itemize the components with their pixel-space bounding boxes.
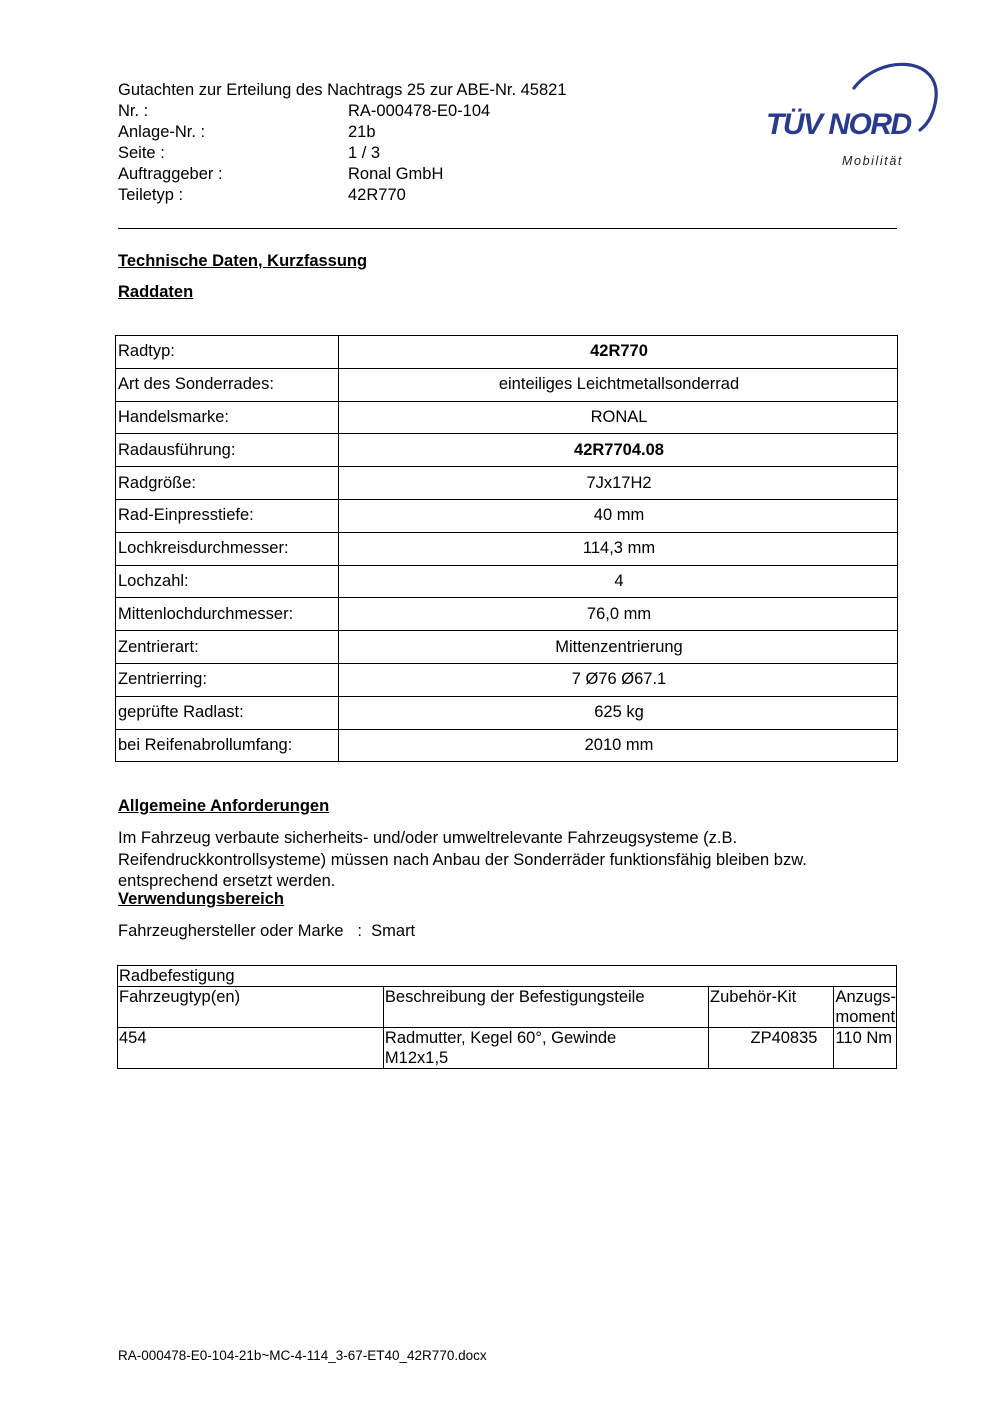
header-row-seite [118, 143, 638, 164]
desc-line: M12x1,5 [384, 1049, 449, 1067]
table-row [116, 434, 898, 467]
table-row [116, 532, 898, 565]
table-row [116, 565, 898, 598]
header-divider [118, 228, 897, 229]
row-label: Lochkreisdurchmesser: [116, 532, 339, 565]
manufacturer-line [118, 922, 415, 941]
header-label: Nr. : [118, 102, 149, 120]
header-value: 1 / 3 [348, 144, 381, 162]
section-heading-raddaten: Raddaten [118, 283, 194, 301]
allgemeine-paragraph: Im Fahrzeug verbaute sicherheits- und/oder umweltrelevante Fahrzeugsysteme (z.B. Reifendruckkontrollsysteme) müssen nach Anbau der Sonderräder funktionsfähig bleiben bzw. entsprechend ersetzt werden. [118, 829, 807, 890]
row-value: RONAL [339, 401, 898, 434]
raddaten-table [115, 335, 898, 762]
cell-beschreibung [383, 1028, 708, 1069]
desc-line: Radmutter, Kegel 60°, Gewinde [384, 1029, 617, 1047]
row-value: einteiliges Leichtmetallsonderrad [339, 368, 898, 401]
row-label: Radgröße: [116, 467, 339, 500]
row-value: 4 [339, 565, 898, 598]
cell-kit: ZP40835 [709, 1028, 834, 1069]
header-label: Auftraggeber : [118, 165, 223, 183]
row-value: 2010 mm [339, 729, 898, 762]
header-line: Anzugs- [835, 988, 896, 1006]
logo-subtitle: Mobilität [842, 154, 903, 168]
table-row [116, 336, 898, 369]
table-row [118, 1028, 897, 1069]
header-title: Gutachten zur Erteilung des Nachtrags 25 zur ABE-Nr. 45821 [118, 81, 567, 99]
section-heading-allgemeine: Allgemeine Anforderungen [118, 797, 330, 815]
tuv-nord-logo [762, 58, 942, 173]
cell-typ: 454 [118, 1028, 384, 1069]
header-label: Teiletyp : [118, 186, 184, 204]
header-row-teiletyp [118, 185, 638, 206]
header-value: RA-000478-E0-104 [348, 102, 491, 120]
header-row-nr [118, 101, 638, 122]
manufacturer-value: Smart [371, 922, 416, 940]
row-label: Zentrierring: [116, 663, 339, 696]
column-header: Fahrzeugtyp(en) [118, 987, 384, 1028]
logo-wordmark: TÜV NORD [766, 108, 911, 141]
section-heading-verwendung: Verwendungsbereich [118, 890, 284, 908]
row-value: Mittenzentrierung [339, 631, 898, 664]
header-row-anlage [118, 122, 638, 143]
table-row [116, 401, 898, 434]
footer-filename: RA-000478-E0-104-21b~MC-4-114_3-67-ET40_42R770.docx [118, 1348, 487, 1363]
column-header-moment [834, 987, 897, 1028]
header-label: Anlage-Nr. : [118, 123, 206, 141]
manufacturer-separator: : [357, 922, 362, 940]
row-value: 7 Ø76 Ø67.1 [339, 663, 898, 696]
row-label: Radtyp: [116, 336, 339, 369]
row-label: bei Reifenabrollumfang: [116, 729, 339, 762]
header-value: 21b [348, 123, 376, 141]
row-value: 114,3 mm [339, 532, 898, 565]
table-row [116, 467, 898, 500]
table-row [116, 368, 898, 401]
document-header [118, 80, 638, 206]
row-value: 625 kg [339, 696, 898, 729]
header-value: Ronal GmbH [348, 165, 444, 183]
row-label: Mittenlochdurchmesser: [116, 598, 339, 631]
row-value: 42R7704.08 [339, 434, 898, 467]
table-row [116, 631, 898, 664]
row-value: 76,0 mm [339, 598, 898, 631]
table-row [116, 696, 898, 729]
header-row-auftraggeber [118, 164, 638, 185]
column-header: Zubehör-Kit [709, 987, 834, 1028]
row-label: Lochzahl: [116, 565, 339, 598]
table-row [116, 729, 898, 762]
table-row [116, 499, 898, 532]
radbefestigung-table [117, 965, 897, 1069]
row-label: Radausführung: [116, 434, 339, 467]
table-title: Radbefestigung [118, 966, 897, 987]
row-label: Art des Sonderrades: [116, 368, 339, 401]
column-header: Beschreibung der Befestigungsteile [383, 987, 708, 1028]
row-label: Rad-Einpresstiefe: [116, 499, 339, 532]
table-row [116, 663, 898, 696]
table-title-row [118, 966, 897, 987]
table-row [116, 598, 898, 631]
section-heading-technische-daten: Technische Daten, Kurzfassung [118, 252, 368, 270]
row-label: Zentrierart: [116, 631, 339, 664]
row-value: 40 mm [339, 499, 898, 532]
table-header-row [118, 987, 897, 1028]
header-line: moment [835, 1008, 896, 1026]
row-label: geprüfte Radlast: [116, 696, 339, 729]
manufacturer-label: Fahrzeughersteller oder Marke [118, 922, 344, 940]
header-value: 42R770 [348, 186, 406, 204]
header-label: Seite : [118, 144, 165, 162]
row-value: 42R770 [339, 336, 898, 369]
row-value: 7Jx17H2 [339, 467, 898, 500]
cell-moment: 110 Nm [834, 1028, 897, 1069]
row-label: Handelsmarke: [116, 401, 339, 434]
